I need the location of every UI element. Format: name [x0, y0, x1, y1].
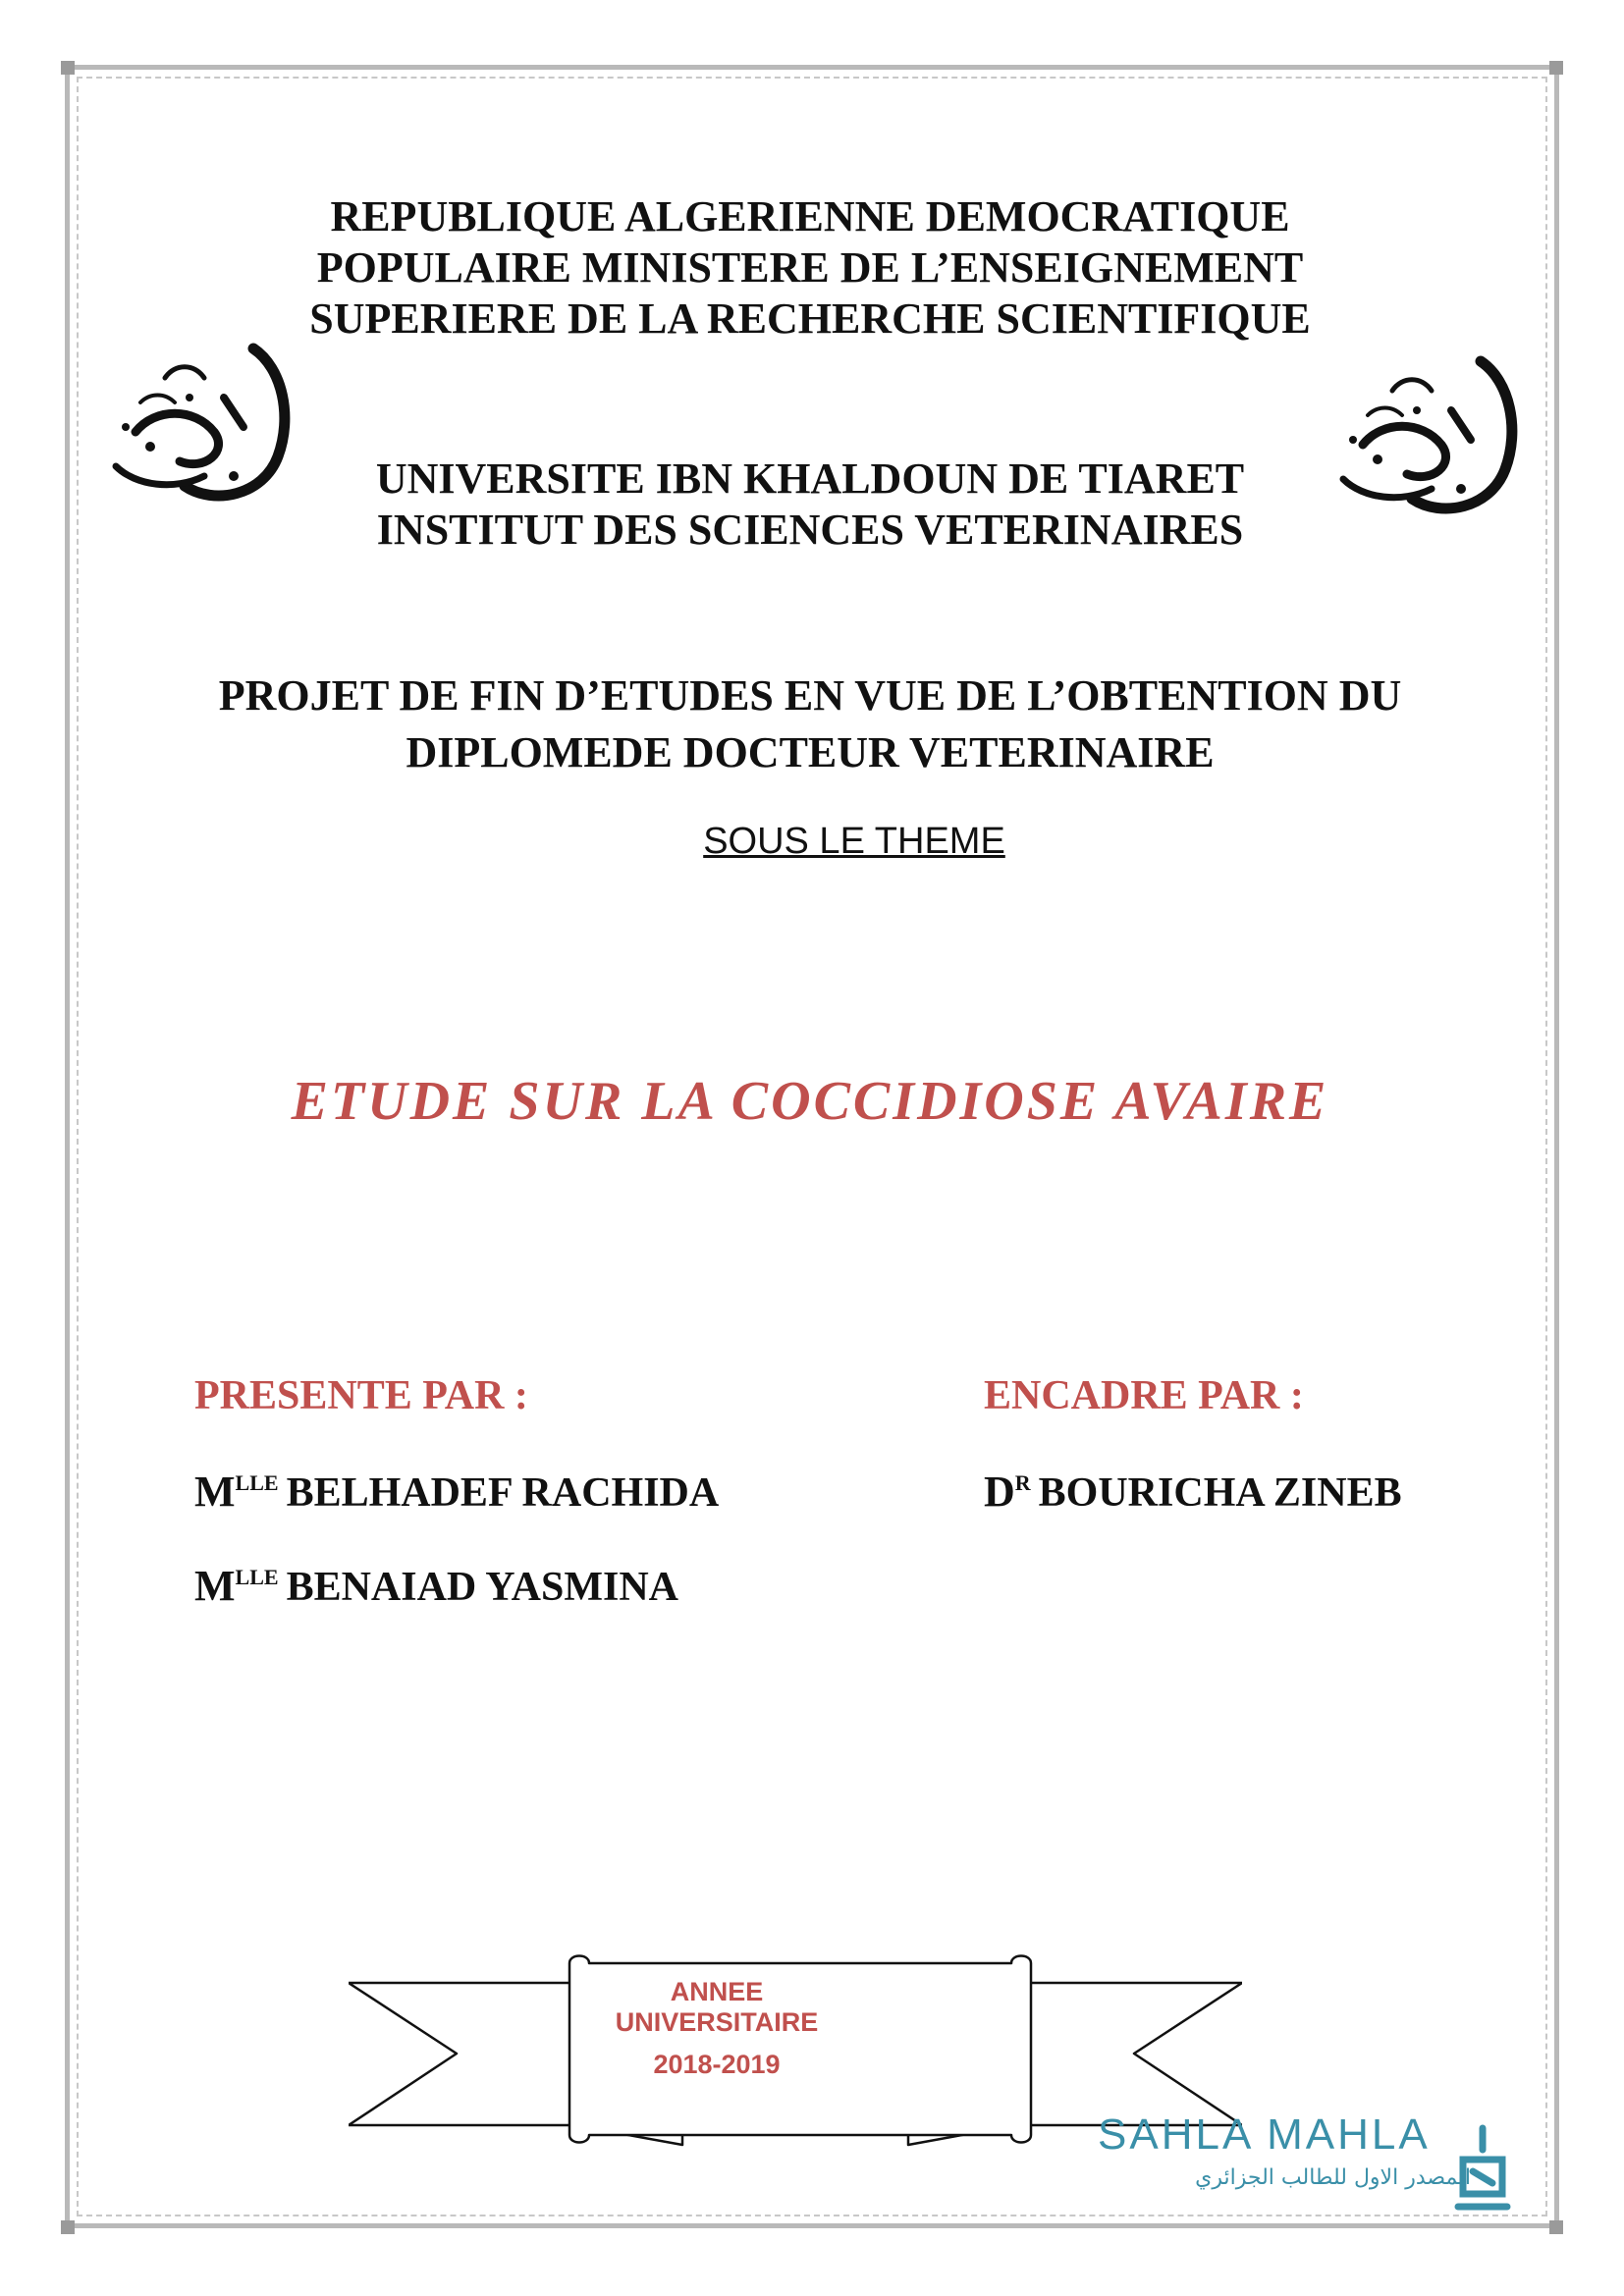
supervisor-title-suffix: R — [1014, 1470, 1031, 1495]
student-title: M — [194, 1562, 236, 1610]
project-line-2: DIPLOMEDE DOCTEUR VETERINAIRE — [406, 728, 1215, 776]
student-title-suffix: LLE — [235, 1470, 279, 1495]
university-logo-left — [96, 339, 302, 515]
student-name: BELHADEF RACHIDA — [286, 1470, 720, 1516]
student-name: BENAIAD YASMINA — [286, 1565, 679, 1610]
supervisor-title: D — [984, 1468, 1015, 1516]
institute-name: INSTITUT DES SCIENCES VETERINAIRES — [376, 506, 1244, 554]
header-line-1: REPUBLIQUE ALGERIENNE DEMOCRATIQUE — [330, 192, 1290, 240]
thesis-title: ETUDE SUR LA COCCIDIOSE AVAIRE — [291, 1071, 1329, 1132]
border-corner — [1549, 2220, 1563, 2234]
presented-by-label: PRESENTE PAR : — [194, 1373, 528, 1418]
student-title: M — [194, 1468, 236, 1516]
supervisor-name: BOURICHA ZINEB — [1038, 1470, 1402, 1516]
watermark-tagline: المصدر الاول للطالب الجزائري — [1195, 2165, 1471, 2190]
watermark-emblem-icon — [1443, 2120, 1522, 2218]
border-corner — [1549, 61, 1563, 75]
student-name-2 — [194, 1561, 678, 1611]
subtheme-label: SOUS LE THEME — [703, 821, 1005, 862]
watermark-logo-text: SAHLA MAHLA — [1098, 2110, 1431, 2159]
supervised-by-label: ENCADRE PAR : — [984, 1373, 1304, 1418]
header-line-3: SUPERIERE DE LA RECHERCHE SCIENTIFIQUE — [309, 294, 1311, 343]
project-line-1: PROJET DE FIN D’ETUDES EN VUE DE L’OBTENTION DU — [218, 671, 1402, 720]
border-corner — [61, 2220, 75, 2234]
university-name: UNIVERSITE IBN KHALDOUN DE TIARET — [375, 454, 1245, 503]
project-block — [147, 667, 1473, 781]
student-name-1 — [194, 1467, 719, 1517]
ministry-header — [245, 191, 1375, 345]
header-line-2: POPULAIRE MINISTERE DE L’ENSEIGNEMENT — [316, 243, 1304, 292]
university-logo-right — [1324, 351, 1530, 528]
banner-year-value: 2018-2019 — [653, 2050, 781, 2079]
banner-year-label: ANNEE UNIVERSITAIRE — [615, 1977, 819, 2037]
supervisor-name-line — [984, 1467, 1402, 1517]
student-title-suffix: LLE — [235, 1565, 279, 1589]
border-corner — [61, 61, 75, 75]
university-block — [295, 454, 1326, 556]
